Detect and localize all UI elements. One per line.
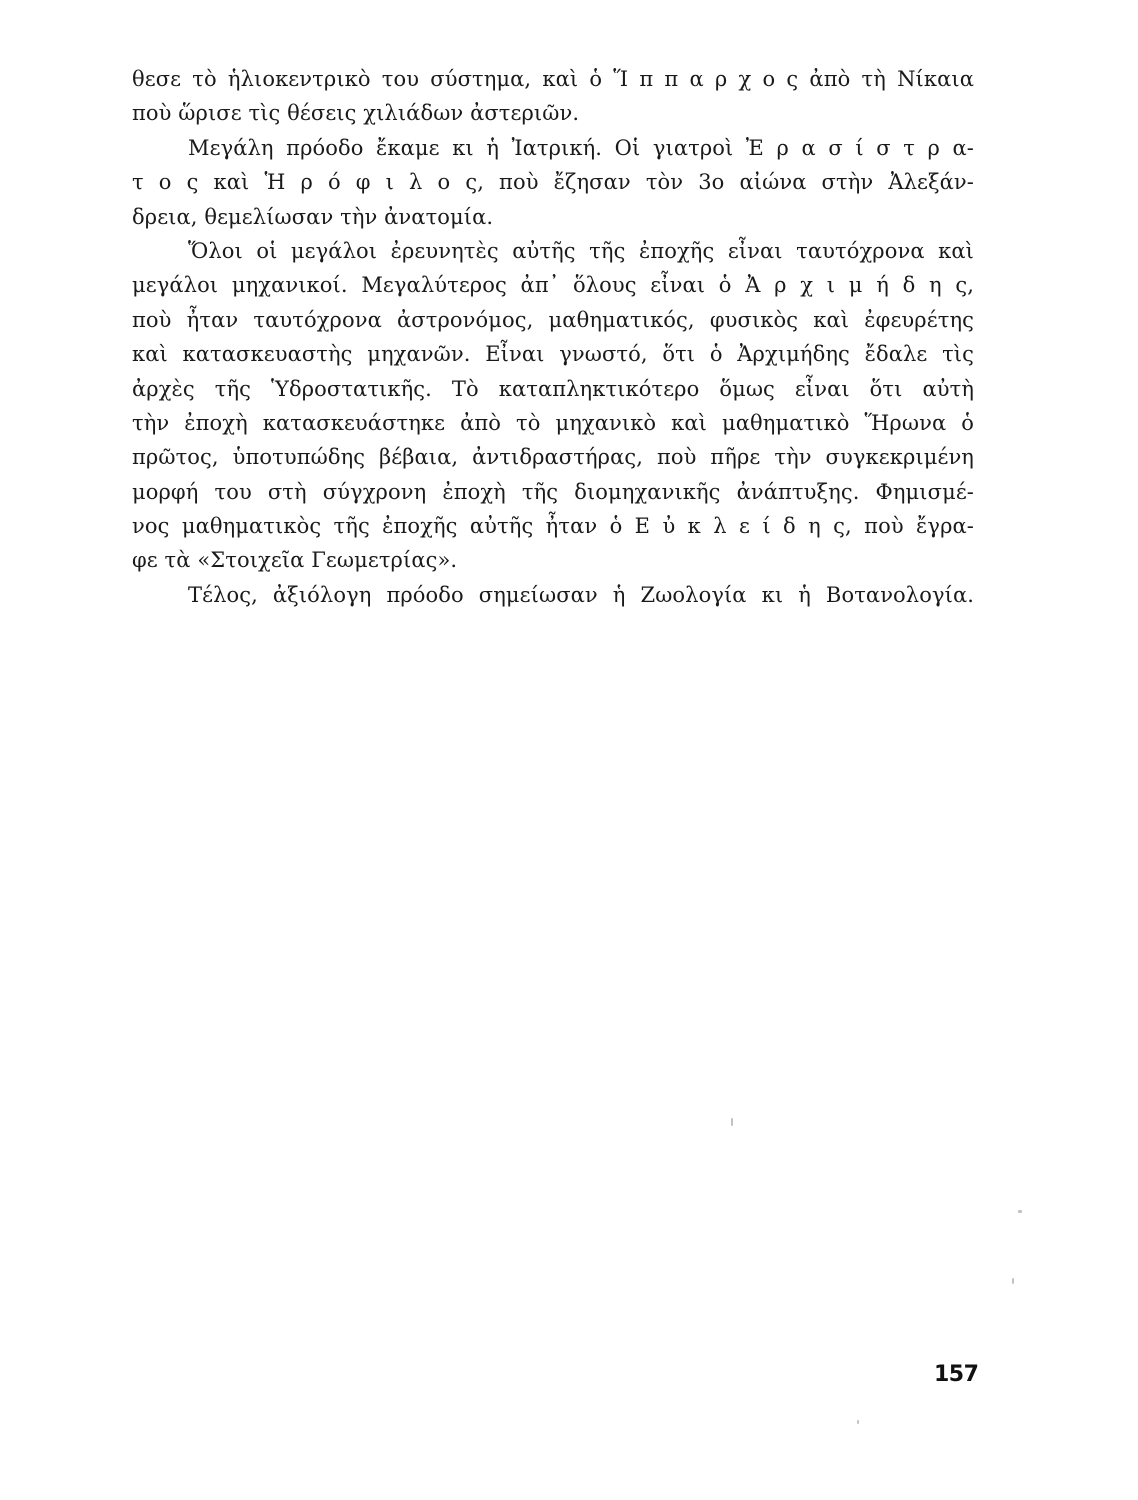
text-line: δρεια, θεμελίωσαν τὴν ἀνατομία.	[132, 204, 494, 229]
body-text	[132, 62, 974, 612]
scan-speck	[1012, 1278, 1014, 1284]
text-line: τ ο ς καὶ Ἡ ρ ό φ ι λ ο ς, ποὺ ἔζησαν τὸν 3ο αἰώνα στὴν Ἀλεξάν-	[132, 170, 974, 195]
scan-speck	[1018, 1210, 1022, 1213]
text-line: θεσε τὸ ἡλιοκεντρικὸ του σύστημα, καὶ ὁ Ἵ π π α ρ χ ο ς ἀπὸ τὴ Νίκαια	[132, 67, 974, 91]
page-number: 157	[934, 1362, 979, 1387]
text-line: καὶ κατασκευαστὴς μηχανῶν. Εἶναι γνωστό, ὅτι ὁ Ἀρχιμήδης ἔδαλε τὶς	[132, 342, 974, 367]
text-line: μεγάλοι μηχανικοί. Μεγαλύτερος ἀπ᾽ ὅλους εἶναι ὁ Ἀ ρ χ ι μ ή δ η ς,	[132, 273, 974, 298]
text-line: ἀρχὲς τῆς Ὑδροστατικῆς. Τὸ καταπληκτικότερο ὅμως εἶναι ὅτι αὐτὴ	[132, 376, 974, 401]
text-line: πρῶτος, ὑποτυπώδης βέβαια, ἀντιδραστήρας, ποὺ πῆρε τὴν συγκεκριμένη	[132, 445, 974, 470]
scan-speck	[731, 1118, 733, 1126]
text-line: Τέλος, ἀξιόλογη πρόοδο σημείωσαν ἡ Ζωολογία κι ἡ Βοτανολογία.	[188, 582, 974, 607]
text-line: τὴν ἐποχὴ κατασκευάστηκε ἀπὸ τὸ μηχανικὸ καὶ μαθηματικὸ Ἥρωνα ὁ	[132, 410, 974, 435]
text-line: ποὺ ὥρισε τὶς θέσεις χιλιάδων ἀστεριῶν.	[132, 101, 580, 126]
text-line: ποὺ ἦταν ταυτόχρονα ἀστρονόμος, μαθηματικός, φυσικὸς καὶ ἐφευρέτης	[132, 307, 974, 332]
text-line: Μεγάλη πρόοδο ἔκαμε κι ἡ Ἰατρική. Οἱ γιατροὶ Ἐ ρ α σ ί σ τ ρ α-	[188, 135, 974, 160]
text-line: Ὅλοι οἱ μεγάλοι ἐρευνητὲς αὐτῆς τῆς ἐποχῆς εἶναι ταυτόχρονα καὶ	[188, 238, 974, 263]
text-line: νος μαθηματικὸς τῆς ἐποχῆς αὐτῆς ἦταν ὁ Ε ὐ κ λ ε ί δ η ς, ποὺ ἔγρα-	[132, 514, 974, 539]
text-line: μορφή του στὴ σύγχρονη ἐποχὴ τῆς διομηχανικῆς ἀνάπτυξης. Φημισμέ-	[132, 479, 974, 504]
text-line: φε τὰ «Στοιχεῖα Γεωμετρίας».	[132, 548, 458, 573]
scan-speck	[857, 1420, 859, 1424]
